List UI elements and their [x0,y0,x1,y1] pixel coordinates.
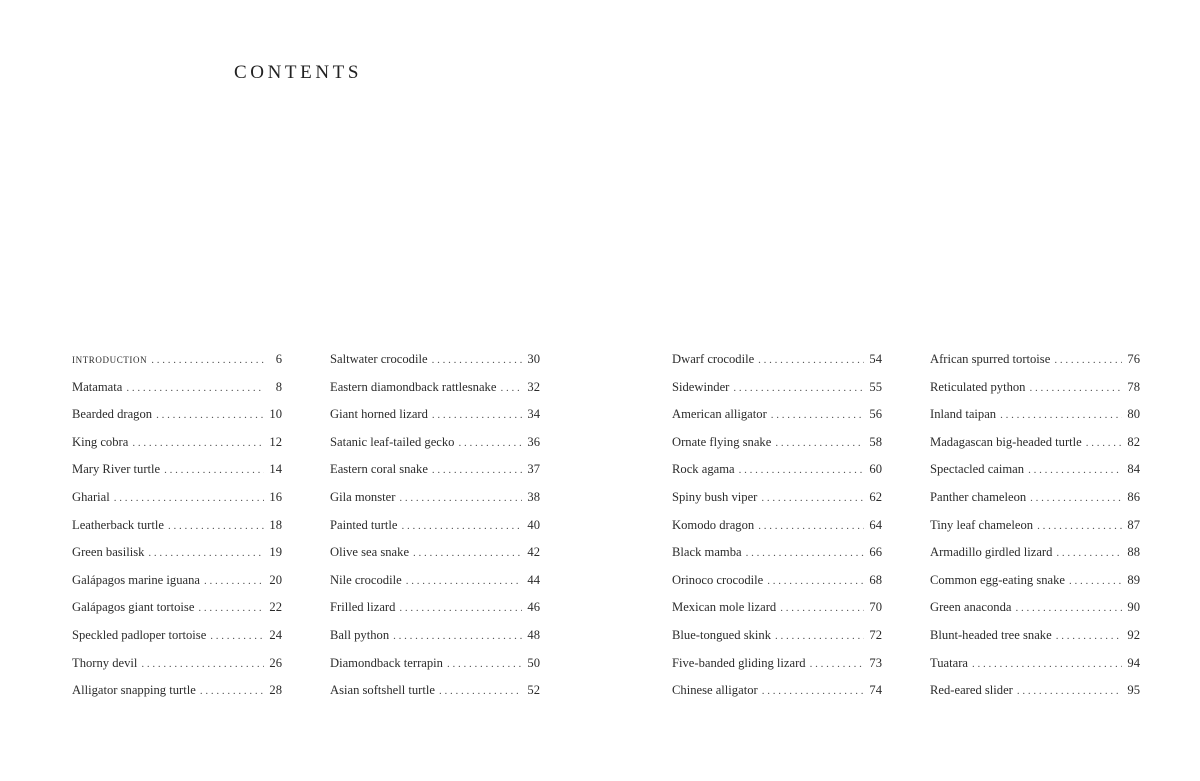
toc-entry-page-number: 48 [527,627,540,642]
toc-entry[interactable] [672,678,882,706]
toc-column-1 [72,347,282,706]
toc-entry-page-number: 58 [869,434,882,449]
toc-entry-page-number: 37 [527,462,540,477]
dot-leader [402,514,522,538]
toc-entry-page-number: 78 [1127,379,1140,394]
dot-leader [1056,624,1122,648]
toc-entry[interactable] [672,402,882,430]
toc-entry-title: Panther chameleon [930,489,1027,504]
dot-leader [200,679,264,703]
dot-leader [1017,679,1122,703]
dot-leader [762,679,864,703]
toc-entry-page-number: 19 [269,545,282,560]
toc-entry[interactable] [930,595,1140,623]
toc-entry-page-number: 86 [1127,489,1140,504]
toc-entry-page-number: 72 [869,627,882,642]
toc-entry-page-number: 44 [527,572,540,587]
dot-leader [393,624,522,648]
toc-entry-page-number: 76 [1127,352,1140,366]
toc-entry[interactable] [72,623,282,651]
toc-entry-page-number: 60 [869,462,882,477]
toc-entry[interactable] [72,430,282,458]
toc-entry-title: Green basilisk [72,545,145,560]
toc-entry[interactable] [672,347,882,375]
toc-entry-title: Saltwater crocodile [330,352,428,366]
toc-entry-page-number: 12 [269,434,282,449]
toc-entry-title: Madagascan big-headed turtle [930,434,1082,449]
toc-entry-page-number: 68 [869,572,882,587]
toc-entry-title: Frilled lizard [330,600,396,615]
toc-entry[interactable] [72,651,282,679]
toc-entry-title: Eastern coral snake [330,462,428,477]
toc-entry-title: Diamondback terrapin [330,655,443,670]
dot-leader [432,348,522,372]
toc-entry[interactable] [672,651,882,679]
dot-leader [141,652,264,676]
dot-leader [164,458,264,482]
toc-entry[interactable] [72,457,282,485]
dot-leader [1015,596,1122,620]
dot-leader [406,569,522,593]
dot-leader [447,652,522,676]
toc-entry-title: Speckled padloper tortoise [72,627,207,642]
dot-leader [775,431,864,455]
toc-entry-title: Gharial [72,489,110,504]
toc-entry[interactable] [72,540,282,568]
toc-entry[interactable] [330,513,540,541]
dot-leader [1086,431,1122,455]
toc-entry-page-number: 92 [1127,627,1140,642]
toc-entry[interactable] [72,513,282,541]
toc-entry[interactable] [72,678,282,706]
toc-entry-title: African spurred tortoise [930,352,1051,366]
toc-entry-page-number: 73 [869,655,882,670]
toc-entry[interactable] [930,347,1140,375]
dot-leader [114,486,264,510]
toc-entry-title: Thorny devil [72,655,138,670]
toc-entry-page-number: 80 [1127,407,1140,422]
dot-leader [1056,541,1122,565]
dot-leader [148,541,264,565]
toc-entry-page-number: 10 [269,407,282,422]
toc-entry[interactable] [672,375,882,403]
dot-leader [758,514,864,538]
toc-entry-page-number: 40 [527,517,540,532]
toc-entry-title: Spectacled caiman [930,462,1025,477]
toc-entry-page-number: 50 [527,655,540,670]
toc-entry[interactable] [330,678,540,706]
toc-entry[interactable] [330,430,540,458]
toc-entry-page-number: 6 [275,352,282,366]
dot-leader [739,458,864,482]
toc-entry-page-number: 88 [1127,545,1140,560]
dot-leader [733,376,864,400]
toc-entry-title: Galápagos giant tortoise [72,600,195,615]
dot-leader [132,431,264,455]
toc-entry[interactable] [672,457,882,485]
toc-entry-title: Eastern diamondback rattlesnake [330,379,497,394]
toc-entry[interactable] [930,651,1140,679]
toc-entry-page-number: 20 [269,572,282,587]
dot-leader [771,403,864,427]
toc-entry-title: Rock agama [672,462,735,477]
toc-entry-title: Common egg-eating snake [930,572,1066,587]
toc-entry-page-number: 82 [1127,434,1140,449]
toc-entry-title: Painted turtle [330,517,398,532]
toc-entry-title: Alligator snapping turtle [72,683,196,698]
dot-leader [126,376,264,400]
toc-entry-page-number: 34 [527,407,540,422]
dot-leader [399,486,522,510]
toc-entry-page-number: 95 [1127,683,1140,698]
toc-entry[interactable] [330,457,540,485]
toc-entry-title: Satanic leaf-tailed gecko [330,434,455,449]
toc-entry-title: Giant horned lizard [330,407,428,422]
toc-entry[interactable] [930,402,1140,430]
toc-entry-title: Bearded dragon [72,407,153,422]
toc-entry-title: Ornate flying snake [672,434,772,449]
toc-entry-page-number: 18 [269,517,282,532]
dot-leader [810,652,864,676]
toc-column-3 [672,347,882,706]
toc-entry[interactable] [672,540,882,568]
toc-entry[interactable] [72,595,282,623]
toc-entry[interactable] [330,402,540,430]
toc-entry[interactable] [930,568,1140,596]
toc-entry[interactable] [930,375,1140,403]
toc-entry[interactable] [330,375,540,403]
toc-entry-title: Mexican mole lizard [672,600,777,615]
toc-entry-page-number: 42 [527,545,540,560]
toc-entry[interactable] [930,485,1140,513]
toc-entry[interactable] [930,540,1140,568]
toc-entry[interactable] [930,457,1140,485]
toc-entry-title: Chinese alligator [672,683,758,698]
toc-entry-page-number: 94 [1127,655,1140,670]
toc-entry[interactable] [672,623,882,651]
toc-entry-title: Ball python [330,627,390,642]
toc-entry-page-number: 8 [275,379,282,394]
toc-entry[interactable] [672,430,882,458]
dot-leader [1069,569,1122,593]
dot-leader [432,458,522,482]
dot-leader [761,486,864,510]
toc-entry[interactable] [330,623,540,651]
dot-leader [168,514,264,538]
toc-entry-page-number: 46 [527,600,540,615]
toc-entry-page-number: 26 [269,655,282,670]
toc-entry-title: Gila monster [330,489,396,504]
toc-entry-page-number: 14 [269,462,282,477]
dot-leader [204,569,264,593]
toc-entry[interactable] [930,513,1140,541]
toc-entry[interactable] [330,347,540,375]
toc-entry-title: Blunt-headed tree snake [930,627,1052,642]
toc-entry-title: Red-eared slider [930,683,1013,698]
toc-entry-page-number: 30 [527,352,540,366]
toc-entry-page-number: 22 [269,600,282,615]
dot-leader [500,376,522,400]
toc-entry-page-number: 54 [869,352,882,366]
toc-entry-title: Reticulated python [930,379,1026,394]
toc-entry-title: Blue-tongued skink [672,627,771,642]
toc-entry-title: Spiny bush viper [672,489,758,504]
toc-entry[interactable] [72,485,282,513]
toc-column-2 [330,347,540,706]
toc-entry[interactable] [330,595,540,623]
toc-entry-page-number: 56 [869,407,882,422]
toc-entry-title: Galápagos marine iguana [72,572,200,587]
toc-entry-title: Dwarf crocodile [672,352,755,366]
toc-entry-title: Leatherback turtle [72,517,164,532]
toc-entry-page-number: 84 [1127,462,1140,477]
toc-entry-page-number: 62 [869,489,882,504]
toc-entry-title: Tiny leaf chameleon [930,517,1034,532]
dot-leader [198,596,264,620]
toc-entry-page-number: 32 [527,379,540,394]
toc-entry-title: Inland taipan [930,407,997,422]
toc-entry-title: Sidewinder [672,379,730,394]
toc-entry[interactable] [930,623,1140,651]
toc-entry-page-number: 90 [1127,600,1140,615]
toc-entry-page-number: 16 [269,489,282,504]
toc-entry[interactable] [672,513,882,541]
dot-leader [151,348,264,372]
toc-entry-page-number: 89 [1127,572,1140,587]
toc-entry[interactable] [672,568,882,596]
toc-entry[interactable] [672,595,882,623]
toc-entry[interactable] [930,678,1140,706]
toc-entry-title: American alligator [672,407,767,422]
toc-entry-page-number: 36 [527,434,540,449]
toc-entry[interactable] [330,540,540,568]
toc-entry-title: King cobra [72,434,129,449]
toc-entry-title: Tuatara [930,655,969,670]
toc-entry[interactable] [930,430,1140,458]
toc-entry-page-number: 74 [869,683,882,698]
toc-entry-title: Olive sea snake [330,545,410,560]
dot-leader [1054,348,1122,372]
toc-entry-title: Matamata [72,379,123,394]
toc-entry-page-number: 52 [527,683,540,698]
dot-leader [972,652,1122,676]
toc-entry[interactable] [72,568,282,596]
toc-entry-page-number: 38 [527,489,540,504]
toc-entry-title: Black mamba [672,545,742,560]
toc-entry-title: Komodo dragon [672,517,755,532]
toc-entry[interactable] [72,375,282,403]
toc-entry-page-number: 24 [269,627,282,642]
toc-entry-title: Nile crocodile [330,572,402,587]
toc-entry-page-number: 70 [869,600,882,615]
dot-leader [156,403,264,427]
dot-leader [746,541,864,565]
dot-leader [1000,403,1122,427]
dot-leader [1028,458,1122,482]
toc-entry[interactable] [72,347,282,375]
dot-leader [1030,486,1122,510]
toc-entry-title: Green anaconda [930,600,1012,615]
toc-entry-title: introduction [72,352,148,366]
toc-entry[interactable] [330,568,540,596]
dot-leader [767,569,864,593]
dot-leader [458,431,522,455]
toc-entry-title: Armadillo girdled lizard [930,545,1053,560]
toc-entry[interactable] [672,485,882,513]
toc-entry-page-number: 66 [869,545,882,560]
dot-leader [758,348,864,372]
toc-entry-page-number: 55 [869,379,882,394]
dot-leader [775,624,864,648]
toc-entry-title: Asian softshell turtle [330,683,435,698]
dot-leader [439,679,522,703]
toc-entry-title: Five-banded gliding lizard [672,655,806,670]
toc-entry-title: Mary River turtle [72,462,161,477]
toc-entry-page-number: 87 [1127,517,1140,532]
toc-entry-title: Orinoco crocodile [672,572,764,587]
dot-leader [432,403,522,427]
dot-leader [399,596,522,620]
dot-leader [1029,376,1122,400]
dot-leader [780,596,864,620]
toc-entry[interactable] [330,651,540,679]
toc-entry-page-number: 64 [869,517,882,532]
dot-leader [210,624,264,648]
toc-entry[interactable] [330,485,540,513]
toc-entry[interactable] [72,402,282,430]
dot-leader [1037,514,1122,538]
toc-entry-page-number: 28 [269,683,282,698]
toc-column-4 [930,347,1140,706]
dot-leader [413,541,522,565]
page-title: CONTENTS [234,62,363,83]
